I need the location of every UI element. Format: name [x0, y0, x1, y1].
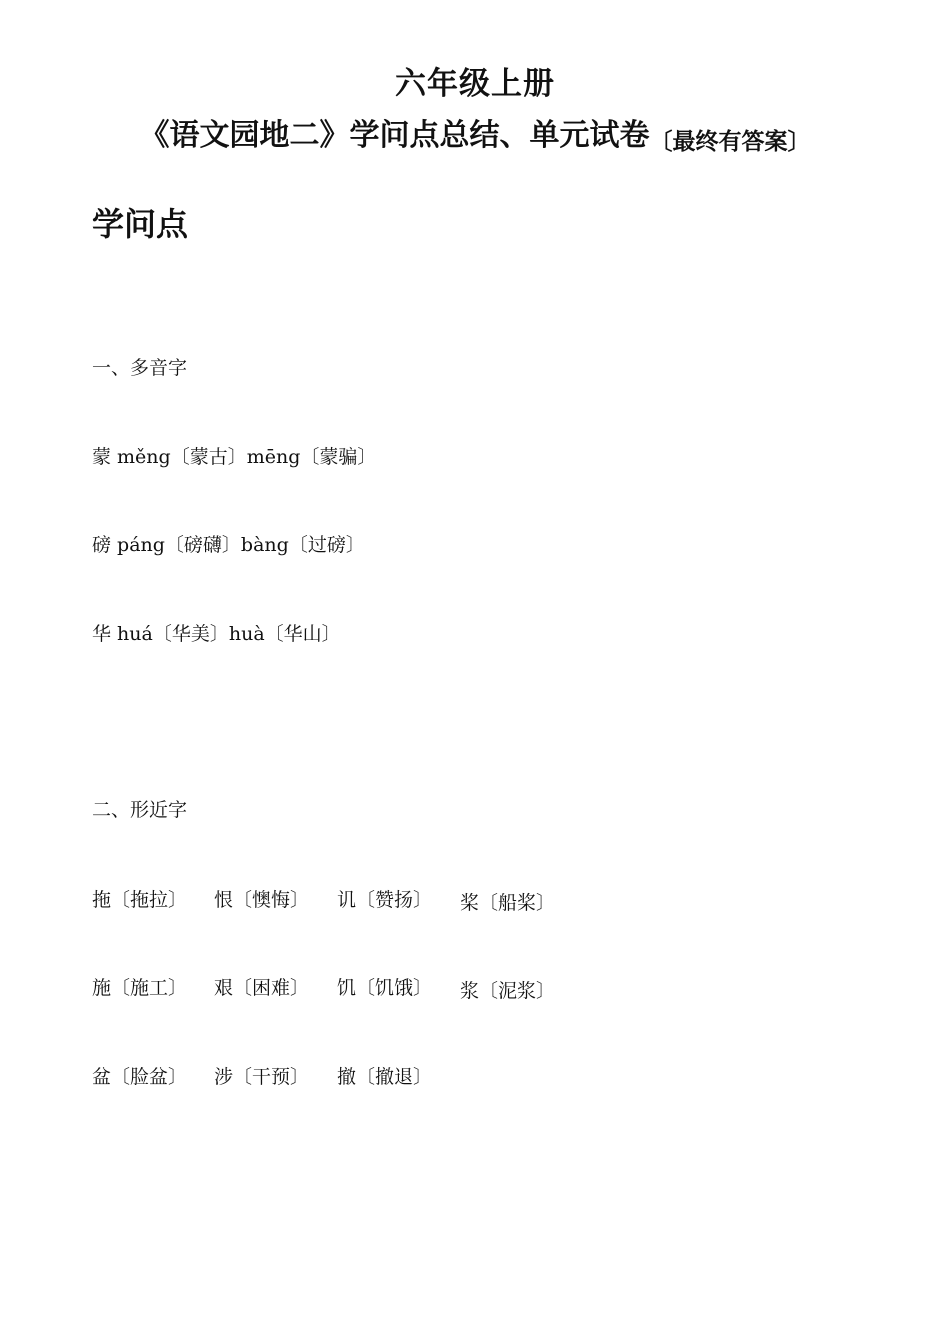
- similar-char-entry: 艰〔困难〕: [214, 977, 310, 999]
- similar-char-entry: 涉〔干预〕: [214, 1066, 310, 1088]
- polyphonic-item: 蒙 měng〔蒙古〕mēng〔蒙骗〕: [92, 446, 377, 468]
- document-title-main: 《语文园地二》学问点总结、单元试卷: [139, 118, 650, 153]
- document-title: [0, 114, 950, 160]
- similar-char-entry: 施〔施工〕: [92, 977, 188, 999]
- similar-char-entry: 盆〔脸盆〕: [92, 1066, 188, 1088]
- document-title-grade: 六年级上册: [395, 66, 555, 102]
- similar-char-entry: 浆〔泥浆〕: [460, 980, 556, 1002]
- similar-char-entry: 讥〔赞扬〕: [337, 889, 433, 911]
- similar-chars-heading: 二、形近字: [92, 799, 188, 821]
- similar-char-entry: 饥〔饥饿〕: [337, 977, 433, 999]
- polyphonic-item: 磅 páng〔磅礴〕bàng〔过磅〕: [92, 534, 365, 556]
- similar-char-entry: 撤〔撤退〕: [337, 1066, 433, 1088]
- polyphonic-heading: 一、多音字: [92, 357, 188, 379]
- polyphonic-item: 华 huá〔华美〕huà〔华山〕: [92, 623, 341, 645]
- similar-char-entry: 恨〔懊悔〕: [214, 889, 310, 911]
- section-heading: 学问点: [92, 205, 189, 243]
- document-title-suffix: 〔最终有答案〕: [649, 129, 811, 155]
- similar-char-entry: 拖〔拖拉〕: [92, 889, 188, 911]
- similar-char-entry: 桨〔船桨〕: [460, 892, 556, 914]
